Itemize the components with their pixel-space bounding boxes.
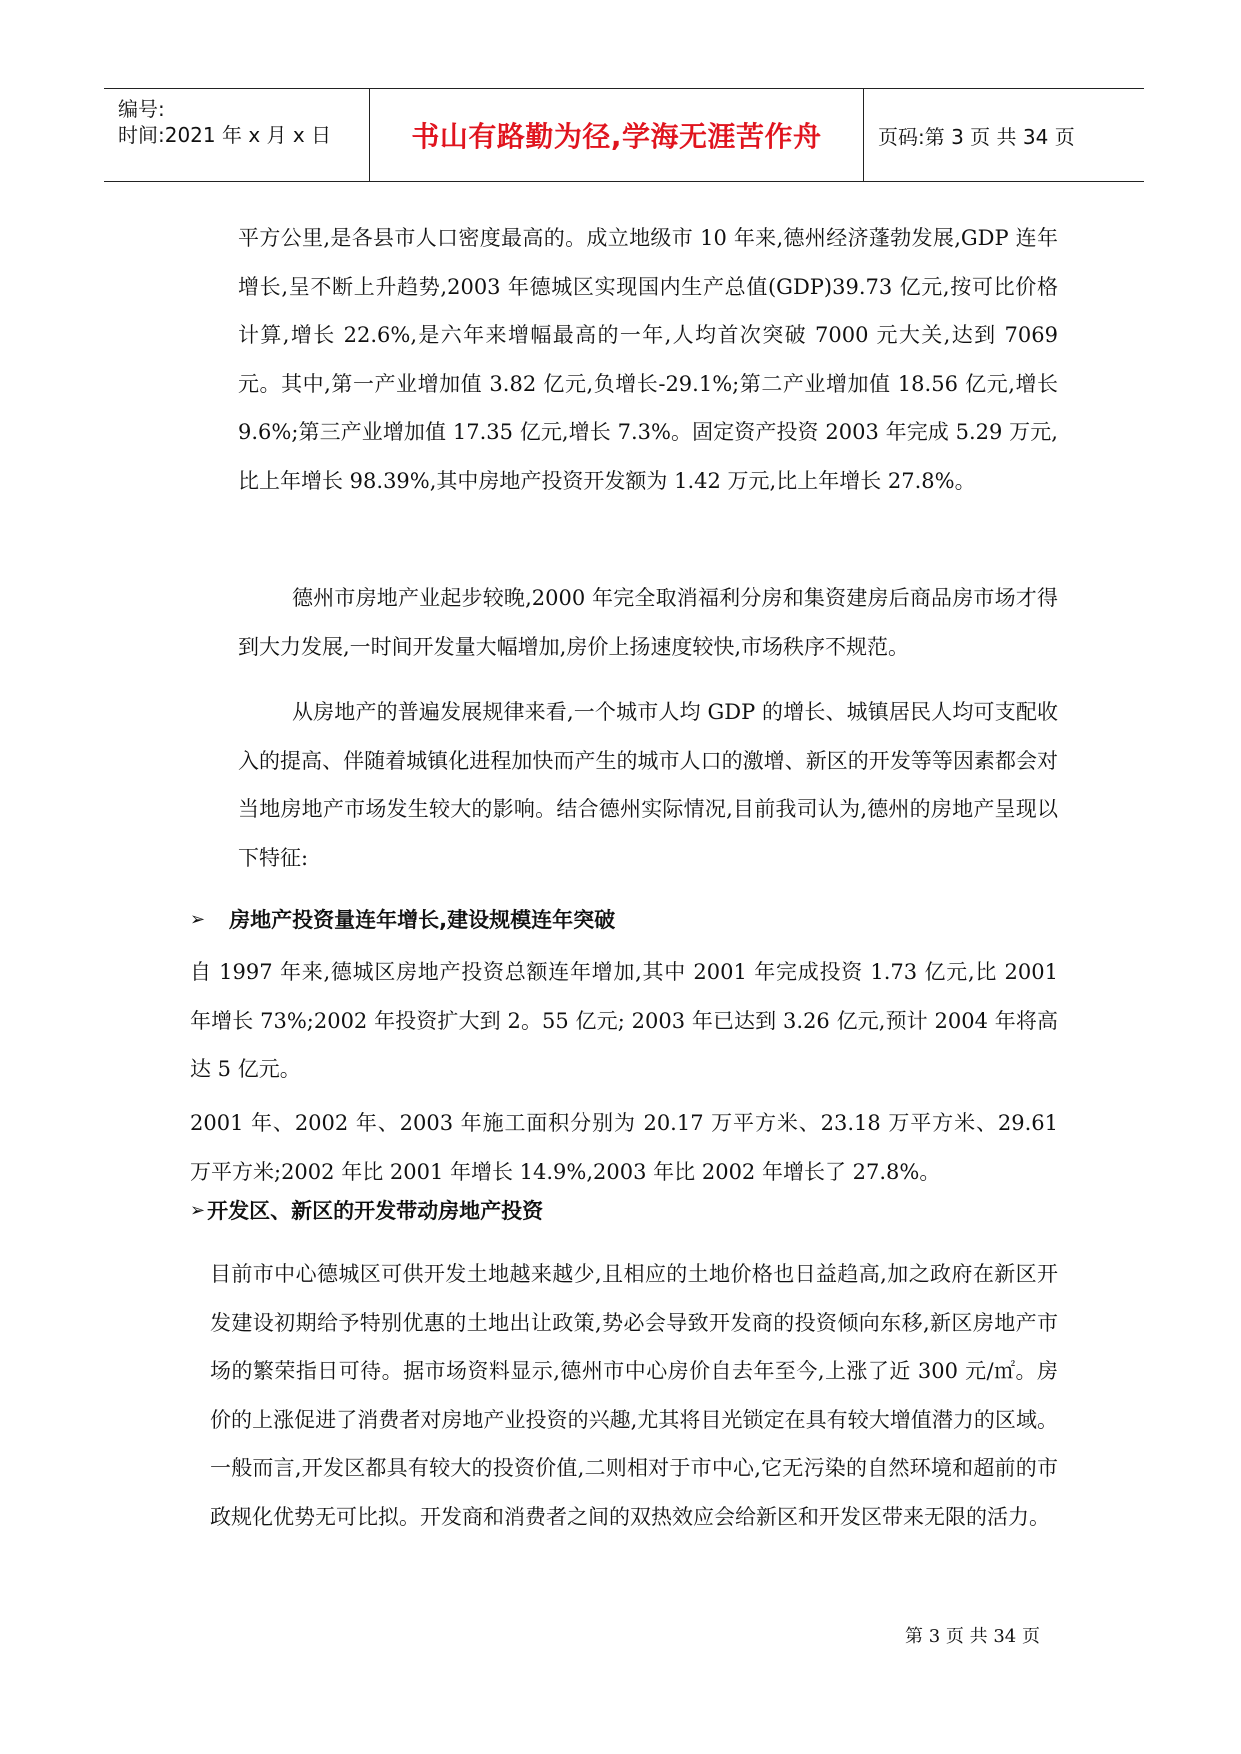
section-heading-investment-text: 房地产投资量连年增长,建设规模连年突破 (229, 908, 616, 932)
paragraph-gdp: 平方公里,是各县市人口密度最高的。成立地级市 10 年来,德州经济蓬勃发展,GDP 连年增长,呈不断上升趋势,2003 年德城区实现国内生产总值(GDP)39.73 亿元,按可比价格计算,增长 22.6%,是六年来增幅最高的一年,人均首次突破 7000 元大关,达到 7069 元。其中,第一产业增加值 3.82 亿元,负增长-29.1%;第二产业增加值 18.56 亿元,增长 9.6%;第三产业增加值 17.35 亿元,增长 7.3%。固定资产投资 2003 年完成 5.29 万元,比上年增长 98.39%,其中房地产投资开发额为 1.42 万元,比上年增长 27.8%。 (238, 226, 1058, 493)
page-footer: 第 3 页 共 34 页 (905, 1626, 1040, 1647)
header-motto: 书山有路勤为径,学海无涯苦作舟 (411, 120, 822, 153)
section-heading-new-district (190, 1195, 543, 1225)
paragraph-investment-totals: 自 1997 年来,德城区房地产投资总额连年增加,其中 2001 年完成投资 1.73 亿元,比 2001 年增长 73%;2002 年投资扩大到 2。55 亿元; 2003 年已达到 3.26 亿元,预计 2004 年将高达 5 亿元。 (190, 960, 1058, 1081)
header-page-number: 页码:第 3 页 共 34 页 (878, 124, 1075, 149)
header-time-label: 时间:2021 年 x 月 x 日 (118, 123, 332, 147)
paragraph-market-start: 德州市房地产业起步较晚,2000 年完全取消福利分房和集资建房后商品房市场才得到大力发展,一时间开发量大幅增加,房价上扬速度较快,市场秩序不规范。 (238, 586, 1058, 659)
header-motto-cell (370, 89, 864, 181)
section-heading-investment (190, 904, 615, 934)
page-header (104, 88, 1144, 182)
section-heading-new-district-text: 开发区、新区的开发带动房地产投资 (207, 1199, 544, 1223)
paragraph-development-law: 从房地产的普遍发展规律来看,一个城市人均 GDP 的增长、城镇居民人均可支配收入的提高、伴随着城镇化进程加快而产生的城市人口的激增、新区的开发等等因素都会对当地房地产市场发生较大的影响。结合德州实际情况,目前我司认为,德州的房地产呈现以下特征: (238, 700, 1058, 870)
paragraph-construction-area: 2001 年、2002 年、2003 年施工面积分别为 20.17 万平方米、23.18 万平方米、29.61 万平方米;2002 年比 2001 年增长 14.9%,2003 年比 2002 年增长了 27.8%。 (190, 1111, 1058, 1184)
paragraph-new-district: 目前市中心德城区可供开发土地越来越少,且相应的土地价格也日益趋高,加之政府在新区开发建设初期给予特别优惠的土地出让政策,势必会导致开发商的投资倾向东移,新区房地产市场的繁荣指日可待。据市场资料显示,德州市中心房价自去年至今,上涨了近 300 元/㎡。房价的上涨促进了消费者对房地产业投资的兴趣,尤其将目光锁定在具有较大增值潜力的区域。一般而言,开发区都具有较大的投资价值,二则相对于市中心,它无污染的自然环境和超前的市政规化优势无可比拟。开发商和消费者之间的双热效应会给新区和开发区带来无限的活力。 (210, 1262, 1058, 1529)
bullet-arrow-icon: ➢ (190, 908, 206, 930)
header-info-cell (104, 89, 370, 181)
header-page-cell (864, 89, 1144, 181)
bullet-arrow-icon: ➢ (190, 1199, 206, 1221)
header-number-label: 编号: (118, 97, 165, 121)
